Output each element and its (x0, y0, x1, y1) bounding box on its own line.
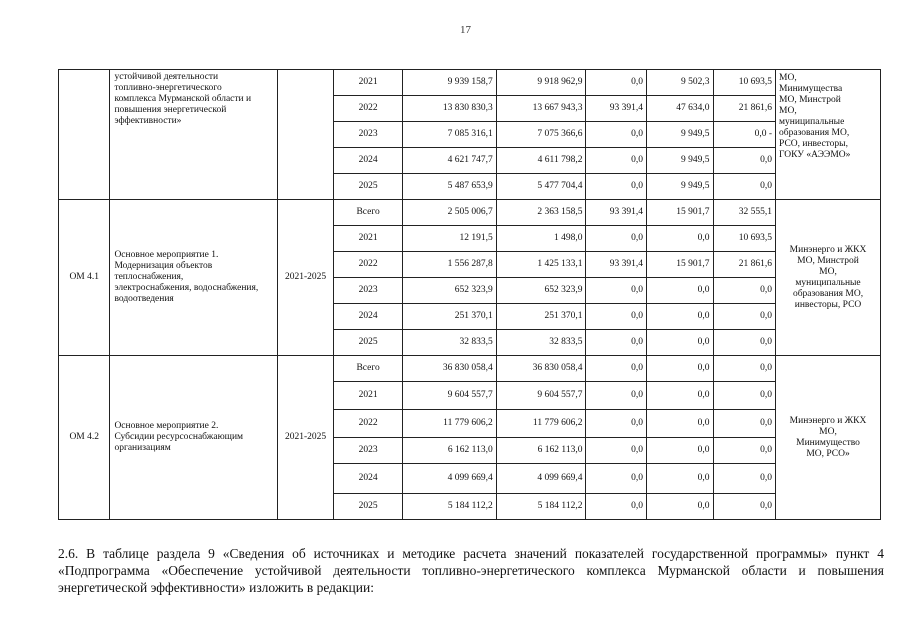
amount-cell-c2: 93 391,4 (586, 200, 647, 226)
amount-cell-c3: 0,0 (646, 304, 713, 330)
amount-cell-total: 12 191,5 (402, 226, 496, 252)
measure-name-text: Основное мероприятие 1. Модернизация объектов теплоснабжения, электроснабжения, водоснабжения, водоотведения (114, 250, 259, 304)
measure-period: 2021-2025 (277, 200, 333, 356)
amount-cell-total: 32 833,5 (402, 330, 496, 356)
amount-cell-c1: 1 425 133,1 (496, 252, 586, 278)
amount-cell-c3: 15 901,7 (646, 200, 713, 226)
amount-cell-c4: 0,0 (713, 330, 776, 356)
amount-cell-c2: 0,0 (586, 70, 647, 96)
amount-cell-c1: 5 477 704,4 (496, 174, 586, 200)
amount-cell-c4: 0,0 (713, 174, 776, 200)
table-row (59, 70, 881, 96)
amount-cell-c4: 10 693,5 (713, 226, 776, 252)
responsible-executors (776, 70, 881, 200)
amount-cell-c4: 21 861,6 (713, 252, 776, 278)
measure-name-text: устойчивой деятельности топливно-энергетического комплекса Мурманской области и повышения энергетической эффективности» (114, 72, 252, 126)
amount-cell-c4: 21 861,6 (713, 96, 776, 122)
amount-cell-c2: 0,0 (586, 382, 647, 410)
amount-cell-c4: 0,0 (713, 278, 776, 304)
amount-cell-c3: 9 949,5 (646, 148, 713, 174)
amount-cell-c1: 4 611 798,2 (496, 148, 586, 174)
amount-cell-c3: 0,0 (646, 356, 713, 382)
year-cell: 2022 (334, 410, 403, 438)
amount-cell-c3: 0,0 (646, 464, 713, 494)
amount-cell-c2: 0,0 (586, 494, 647, 520)
amount-cell-c3: 0,0 (646, 494, 713, 520)
amount-cell-c1: 32 833,5 (496, 330, 586, 356)
amount-cell-c1: 36 830 058,4 (496, 356, 586, 382)
amount-cell-c4: 0,0 (713, 382, 776, 410)
amount-cell-c4: 0,0 (713, 148, 776, 174)
year-cell: 2025 (334, 494, 403, 520)
table-row (59, 200, 881, 226)
amount-cell-c1: 652 323,9 (496, 278, 586, 304)
amount-cell-c3: 15 901,7 (646, 252, 713, 278)
amount-cell-c4: 0,0 - (713, 122, 776, 148)
amount-cell-c2: 0,0 (586, 438, 647, 464)
amount-cell-c2: 0,0 (586, 122, 647, 148)
table-body (59, 70, 881, 520)
year-cell: 2021 (334, 226, 403, 252)
year-cell: 2022 (334, 96, 403, 122)
amount-cell-c4: 0,0 (713, 464, 776, 494)
amount-cell-c1: 7 075 366,6 (496, 122, 586, 148)
amount-cell-c4: 0,0 (713, 438, 776, 464)
year-cell: Всего (334, 356, 403, 382)
amount-cell-c3: 0,0 (646, 410, 713, 438)
amount-cell-c4: 0,0 (713, 304, 776, 330)
amount-cell-c1: 9 604 557,7 (496, 382, 586, 410)
amount-cell-c2: 0,0 (586, 148, 647, 174)
amount-cell-total: 9 939 158,7 (402, 70, 496, 96)
amount-cell-c4: 0,0 (713, 410, 776, 438)
amount-cell-total: 4 099 669,4 (402, 464, 496, 494)
year-cell: 2022 (334, 252, 403, 278)
amount-cell-c1: 5 184 112,2 (496, 494, 586, 520)
amount-cell-total: 5 487 653,9 (402, 174, 496, 200)
amount-cell-c1: 9 918 962,9 (496, 70, 586, 96)
responsible-executors-text: Минэнерго и ЖКХ МО, Минимущество МО, РСО» (789, 415, 867, 459)
year-cell: 2024 (334, 148, 403, 174)
amount-cell-total: 5 184 112,2 (402, 494, 496, 520)
amount-cell-c3: 9 502,3 (646, 70, 713, 96)
measure-name (110, 70, 277, 200)
measure-name (110, 356, 277, 520)
amount-cell-c4: 32 555,1 (713, 200, 776, 226)
measure-period (277, 70, 333, 200)
responsible-executors-text: МО, Минимущества МО, Минстрой МО, муниципальные образования МО, РСО, инвесторы, ГОКУ «АЭЭМО» (779, 73, 851, 160)
amount-cell-c2: 0,0 (586, 356, 647, 382)
amount-cell-c2: 0,0 (586, 464, 647, 494)
amount-cell-c2: 0,0 (586, 304, 647, 330)
amount-cell-total: 1 556 287,8 (402, 252, 496, 278)
page-number: 17 (460, 24, 471, 36)
responsible-executors-text: Минэнерго и ЖКХ МО, Минстрой МО, муниципальные образования МО, инвесторы, РСО (789, 244, 867, 310)
amount-cell-total: 36 830 058,4 (402, 356, 496, 382)
responsible-executors (776, 356, 881, 520)
table-row (59, 356, 881, 382)
amount-cell-total: 7 085 316,1 (402, 122, 496, 148)
amount-cell-c4: 10 693,5 (713, 70, 776, 96)
amount-cell-c3: 0,0 (646, 438, 713, 464)
year-cell: 2023 (334, 122, 403, 148)
amount-cell-c2: 0,0 (586, 174, 647, 200)
measure-name (110, 200, 277, 356)
amount-cell-c3: 0,0 (646, 382, 713, 410)
amount-cell-c2: 0,0 (586, 410, 647, 438)
amount-cell-c1: 11 779 606,2 (496, 410, 586, 438)
amount-cell-total: 2 505 006,7 (402, 200, 496, 226)
amount-cell-c1: 13 667 943,3 (496, 96, 586, 122)
year-cell: 2025 (334, 330, 403, 356)
amount-cell-total: 652 323,9 (402, 278, 496, 304)
year-cell: 2023 (334, 278, 403, 304)
amount-cell-c2: 0,0 (586, 278, 647, 304)
amount-cell-c3: 0,0 (646, 330, 713, 356)
amount-cell-total: 6 162 113,0 (402, 438, 496, 464)
amount-cell-c1: 1 498,0 (496, 226, 586, 252)
year-cell: 2024 (334, 304, 403, 330)
amount-cell-c1: 6 162 113,0 (496, 438, 586, 464)
amount-cell-c2: 93 391,4 (586, 96, 647, 122)
amount-cell-c1: 4 099 669,4 (496, 464, 586, 494)
responsible-executors (776, 200, 881, 356)
amount-cell-c3: 0,0 (646, 278, 713, 304)
amount-cell-c4: 0,0 (713, 356, 776, 382)
amount-cell-c3: 9 949,5 (646, 174, 713, 200)
amount-cell-total: 9 604 557,7 (402, 382, 496, 410)
amount-cell-total: 11 779 606,2 (402, 410, 496, 438)
year-cell: 2021 (334, 70, 403, 96)
budget-table (58, 69, 881, 520)
amount-cell-c1: 251 370,1 (496, 304, 586, 330)
amount-cell-total: 251 370,1 (402, 304, 496, 330)
amount-cell-c4: 0,0 (713, 494, 776, 520)
measure-name-text: Основное мероприятие 2. Субсидии ресурсоснабжающим организациям (114, 421, 244, 453)
year-cell: 2024 (334, 464, 403, 494)
measure-code: ОМ 4.1 (59, 200, 110, 356)
year-cell: 2023 (334, 438, 403, 464)
measure-code (59, 70, 110, 200)
amount-cell-c3: 47 634,0 (646, 96, 713, 122)
amount-cell-c2: 0,0 (586, 226, 647, 252)
year-cell: Всего (334, 200, 403, 226)
amount-cell-total: 13 830 830,3 (402, 96, 496, 122)
amount-cell-c1: 2 363 158,5 (496, 200, 586, 226)
measure-code: ОМ 4.2 (59, 356, 110, 520)
amount-cell-c3: 9 949,5 (646, 122, 713, 148)
year-cell: 2021 (334, 382, 403, 410)
year-cell: 2025 (334, 174, 403, 200)
amount-cell-c3: 0,0 (646, 226, 713, 252)
amount-cell-c2: 0,0 (586, 330, 647, 356)
amendment-paragraph: 2.6. В таблице раздела 9 «Сведения об источниках и методике расчета значений показателей государственной программы» пункт 4 «Подпрограмма «Обеспечение устойчивой деятельности топливно-энергетического комплекса Мурманской области и повышения энергетической эффективности» изложить в редакции: (58, 546, 884, 595)
measure-period: 2021-2025 (277, 356, 333, 520)
amount-cell-total: 4 621 747,7 (402, 148, 496, 174)
amount-cell-c2: 93 391,4 (586, 252, 647, 278)
